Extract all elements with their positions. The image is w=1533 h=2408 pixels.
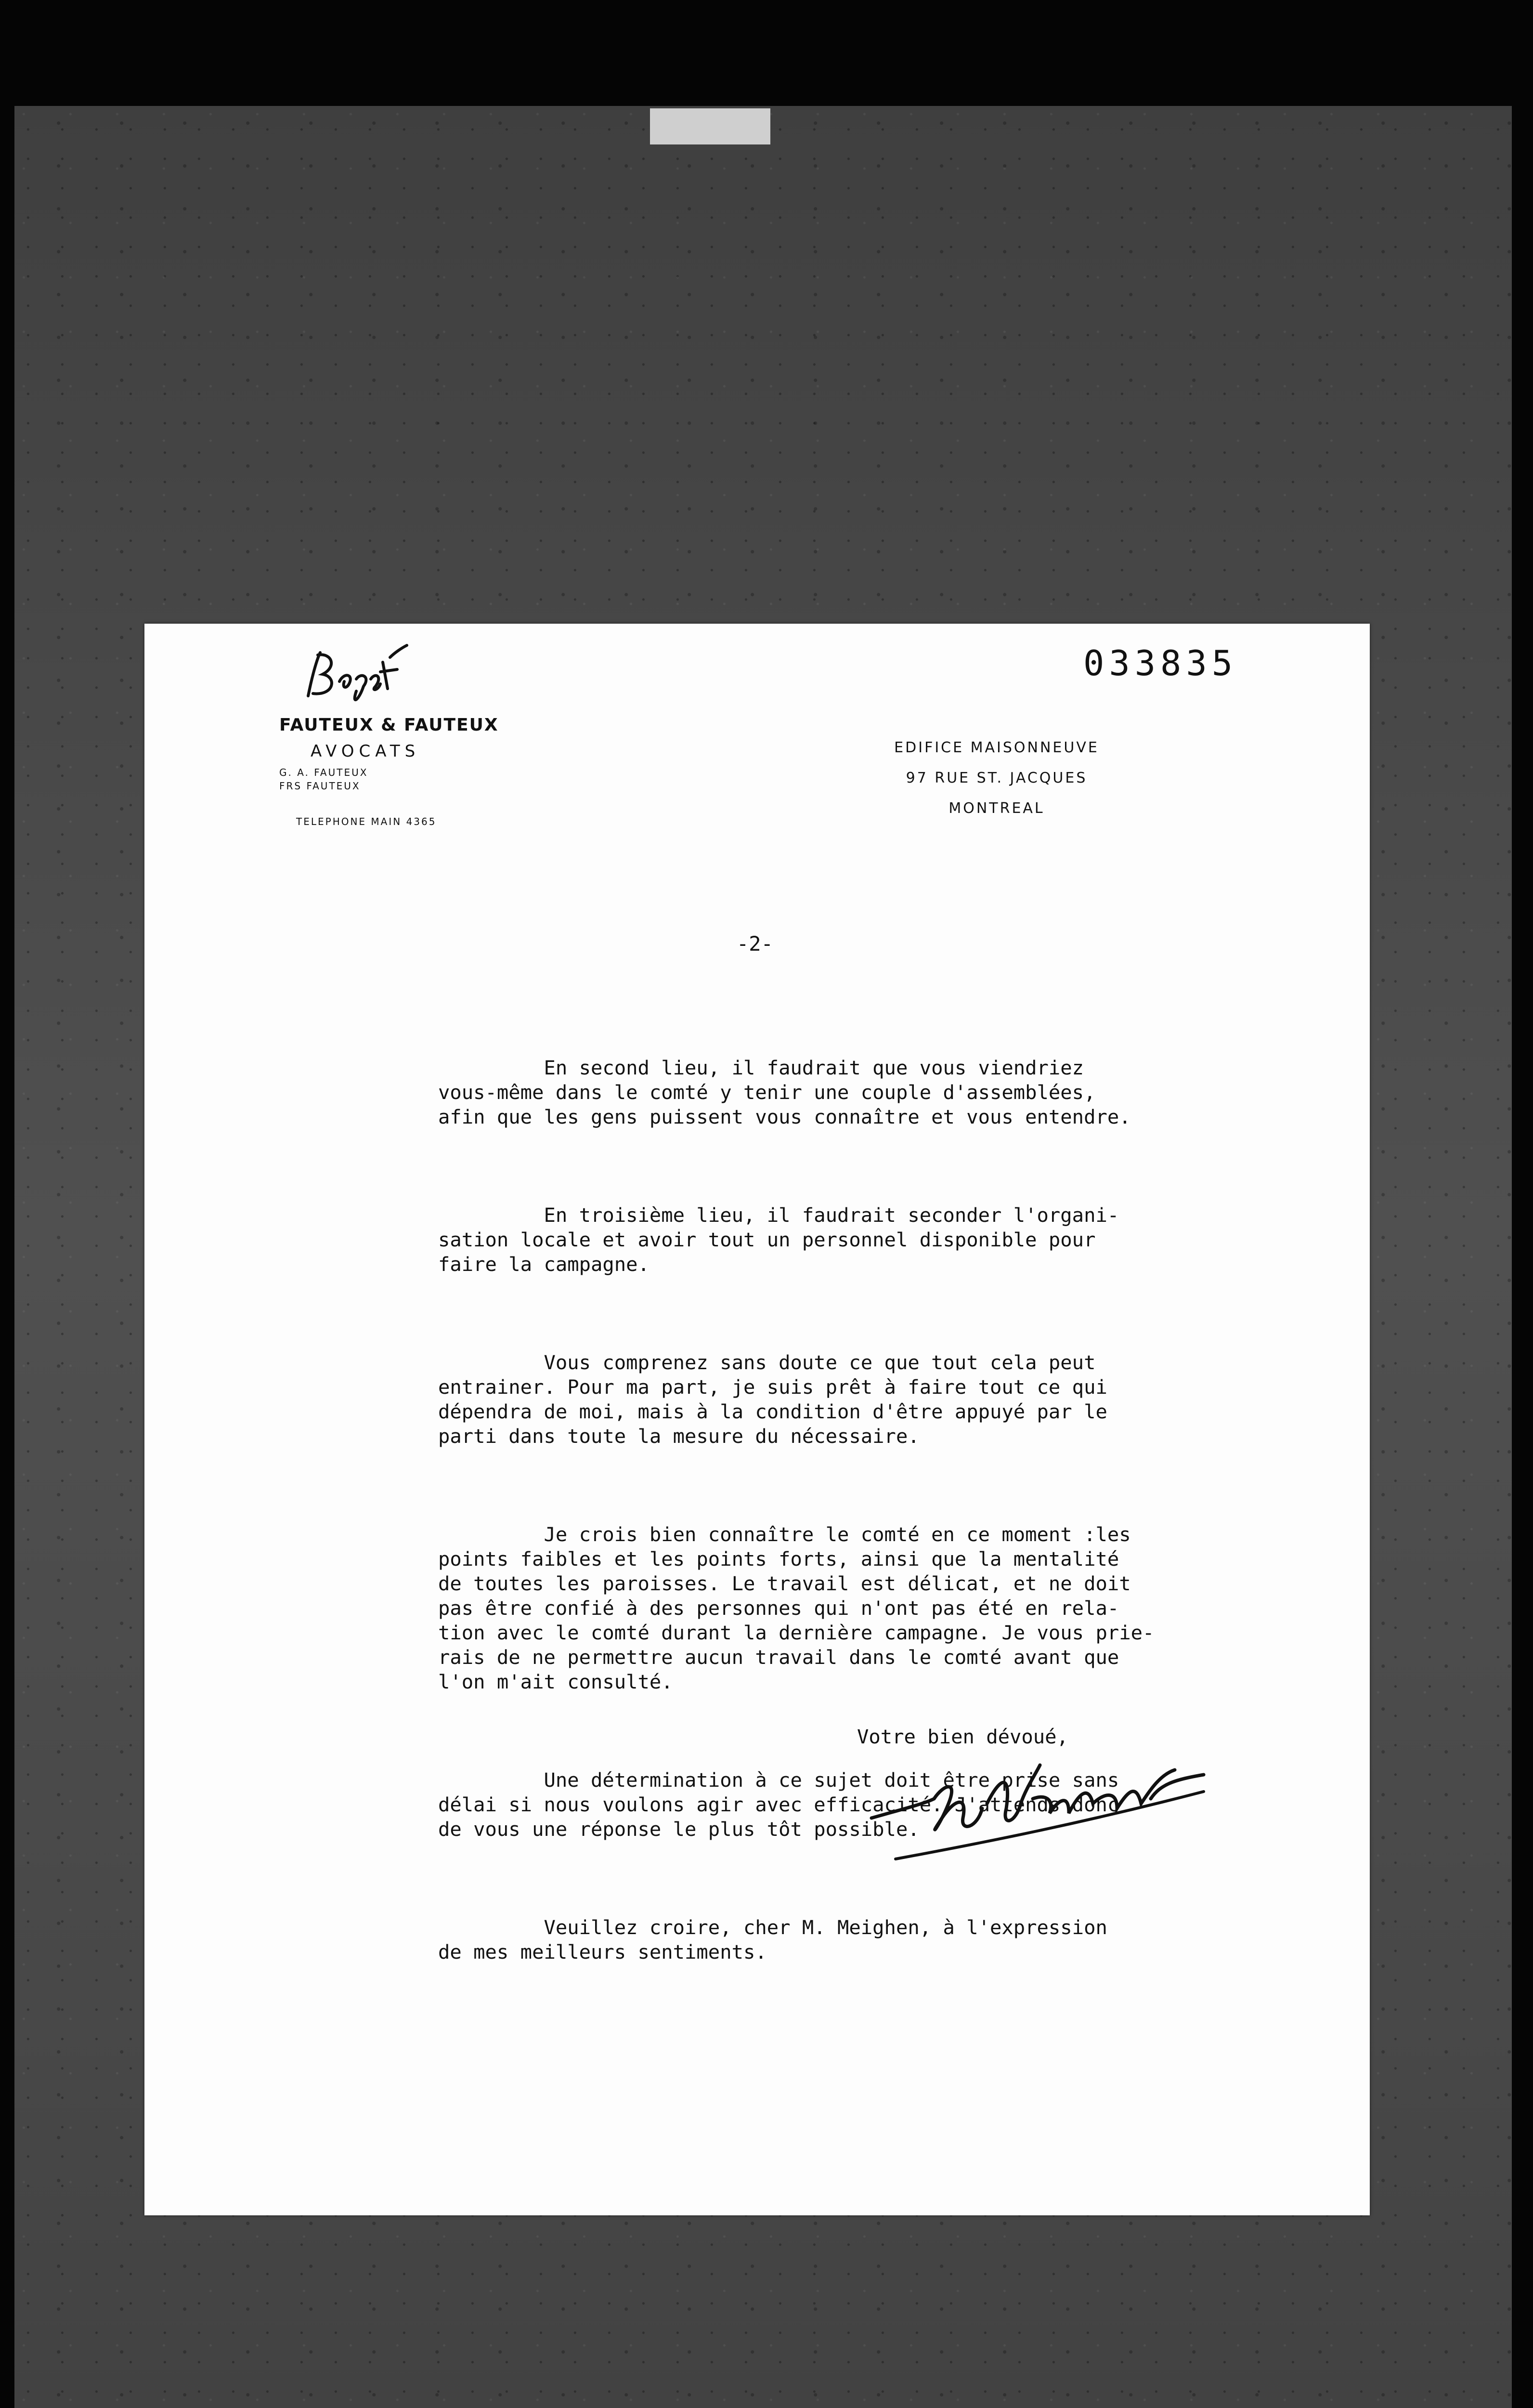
letterhead-left [226,715,515,827]
city-name: MONTREAL [948,800,1045,817]
street-address: 97 RUE ST. JACQUES [906,770,1088,786]
paragraph: Une détermination à ce sujet doit être prise sans délai si nous voulons agir avec efficacité. J'attends donc de vous une réponse le plus tôt possible. [438,1768,1119,1841]
telephone-line: TELEPHONE MAIN 4365 [296,816,437,827]
document-number: 033835 [1083,643,1238,683]
page-number: -2- [737,932,773,955]
partner-name: FRS FAUTEUX [279,780,361,792]
letterhead-right [871,739,1122,830]
letter-page [144,624,1370,2215]
closing-line: Votre bien dévoué, [857,1725,1068,1748]
top-tab [650,108,770,144]
letter-body [438,1007,1353,2038]
paragraph: Veuillez croire, cher M. Meighen, à l'expression de mes meilleurs sentiments. [438,1916,1107,1963]
partner-name: G. A. FAUTEUX [279,767,368,778]
paragraph: Je crois bien connaître le comté en ce moment :les points faibles et les points forts, ainsi que la mentalité de toutes les paroisses. Le travail est délicat, et ne doit pas être confié à des personnes qui n'ont pas été en rela- tion avec le comté durant la dernière campagne. Je vous prie- rais de ne permettre aucun travail dans le comté avant que l'on m'ait consulté. [438,1523,1155,1693]
paragraph: Vous comprenez sans doute ce que tout cela peut entrainer. Pour ma part, je suis prêt à faire tout ce qui dépendra de moi, mais à la condition d'être appuyé par le parti dans toute la mesure du nécessaire. [438,1351,1107,1448]
building-name: EDIFICE MAISONNEUVE [894,739,1099,756]
paragraph: En troisième lieu, il faudrait seconder l'organi- sation locale et avoir tout un personnel disponible pour faire la campagne. [438,1204,1119,1276]
paragraph: En second lieu, il faudrait que vous viendriez vous-même dans le comté y tenir une couple d'assemblées, afin que les gens puissent vous connaître et vous entendre. [438,1056,1131,1128]
signature [867,1746,1242,1866]
handwritten-initial [299,643,409,710]
firm-name: FAUTEUX & FAUTEUX [279,715,499,735]
firm-profession: AVOCATS [311,742,420,761]
